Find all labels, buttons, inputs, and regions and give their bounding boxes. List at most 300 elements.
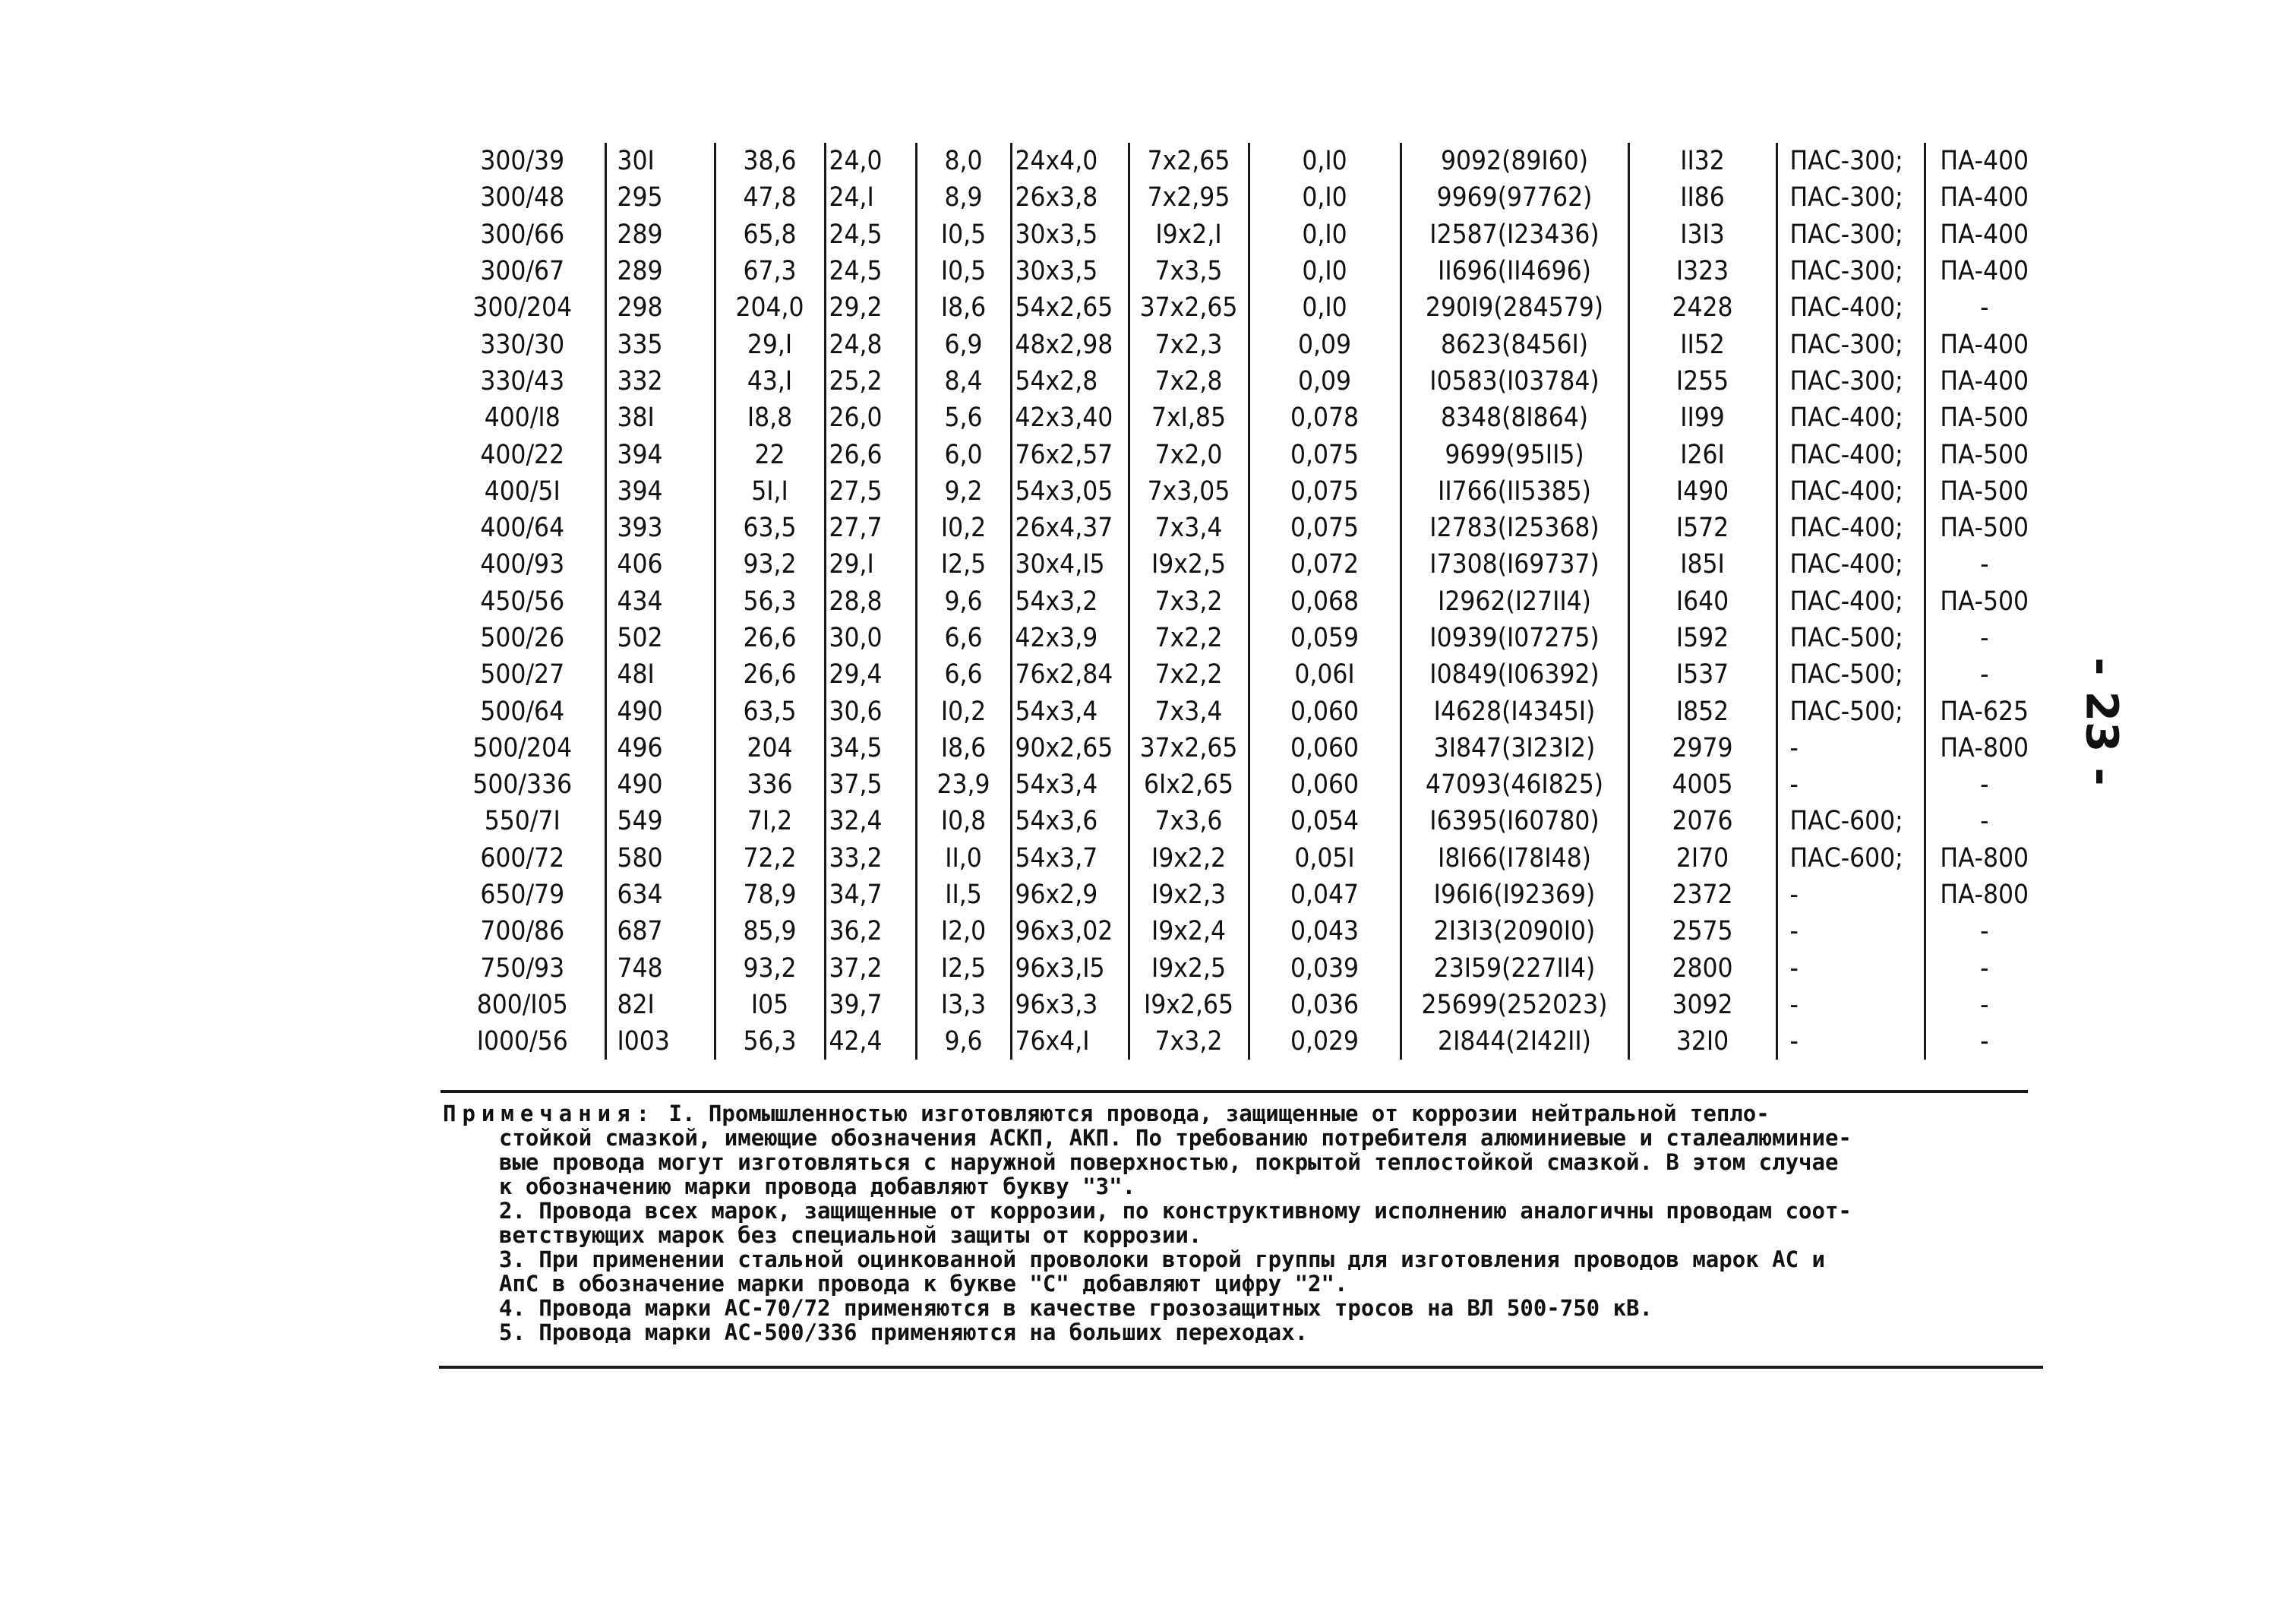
table-cell: 54x2,65 <box>1011 289 1129 326</box>
table-cell: ПАС-300; <box>1776 253 1925 289</box>
table-cell: ПА-400 <box>1925 253 2043 289</box>
table-cell: 2372 <box>1628 877 1776 913</box>
table-cell: 7x2,3 <box>1129 326 1249 362</box>
table-cell: 2076 <box>1628 803 1776 839</box>
table-cell: I9x2,I <box>1129 216 1249 253</box>
table-cell: 7x2,95 <box>1129 179 1249 216</box>
table-cell: II696(II4696) <box>1401 253 1628 289</box>
table-cell: 687 <box>605 913 715 949</box>
table-cell: 650/79 <box>480 880 565 911</box>
wire-spec-table <box>441 143 2043 1060</box>
table-cell: 37x2,65 <box>1129 730 1249 766</box>
table-cell: 8,4 <box>916 363 1011 400</box>
table-cell: 500/64 <box>480 696 565 727</box>
note-2-line-1: 2. Провода всех марок, защищенные от коррозии, по конструктивному исполнению аналогичны проводам соот- <box>499 1198 1852 1224</box>
table-cell: 7x2,0 <box>1129 436 1249 472</box>
table-cell: - <box>1925 913 2043 949</box>
table-cell: 500/336 <box>472 769 573 801</box>
table-cell: 7xI,85 <box>1129 400 1249 436</box>
table-cell: 6,9 <box>916 326 1011 362</box>
table-row <box>441 950 2043 987</box>
table-cell: 580 <box>605 840 715 877</box>
table-cell: ПА-400 <box>1925 143 2043 179</box>
table-cell: 289 <box>605 216 715 253</box>
table-cell: I6395(I60780) <box>1401 803 1628 839</box>
table-cell: 72,2 <box>715 840 825 877</box>
table-cell: 90x2,65 <box>1011 730 1129 766</box>
table-cell: 0,054 <box>1249 803 1401 839</box>
table-cell: II52 <box>1628 326 1776 362</box>
table-row <box>441 766 2043 803</box>
table-cell: 634 <box>605 877 715 913</box>
table-cell: 23,9 <box>916 766 1011 803</box>
table-cell: ПАС-400; <box>1776 583 1925 620</box>
table-cell: 30,6 <box>825 693 916 729</box>
table-row <box>441 363 2043 400</box>
table-cell: 6,6 <box>916 656 1011 693</box>
table-cell: 37,2 <box>825 950 916 987</box>
table-cell: I8,8 <box>715 400 825 436</box>
table-cell: 0,05I <box>1249 840 1401 877</box>
table-cell: 63,5 <box>715 510 825 546</box>
table-cell: 393 <box>605 510 715 546</box>
table-cell: 24,8 <box>825 326 916 362</box>
table-row <box>441 987 2043 1023</box>
table-cell: I0939(I07275) <box>1401 620 1628 656</box>
table-cell: I2,0 <box>916 913 1011 949</box>
table-cell: - <box>1925 620 2043 656</box>
table-cell: ПА-400 <box>1925 179 2043 216</box>
table-cell: 7x3,2 <box>1129 583 1249 620</box>
table-cell: 30x3,5 <box>1011 253 1129 289</box>
table-cell: 0,078 <box>1249 400 1401 436</box>
table-cell: 67,3 <box>715 253 825 289</box>
table-cell: ПА-500 <box>1925 583 2043 620</box>
table-cell: 38I <box>605 400 715 436</box>
note-3-line-1: 3. При применении стальной оцинкованной проволоки второй группы для изготовления проводов марок АС и <box>499 1246 1825 1272</box>
table-cell: 490 <box>605 766 715 803</box>
table-cell: ПАС-400; <box>1776 546 1925 583</box>
table-cell: ПА-400 <box>1925 326 2043 362</box>
notes-bottom-rule <box>439 1366 2043 1369</box>
table-cell: 502 <box>605 620 715 656</box>
table-cell: 0,I0 <box>1249 216 1401 253</box>
table-cell: 24,5 <box>825 253 916 289</box>
table-cell: 0,06I <box>1249 656 1401 693</box>
table-cell: 0,09 <box>1249 326 1401 362</box>
table-cell: I9x2,3 <box>1129 877 1249 913</box>
table-cell: 24,5 <box>825 216 916 253</box>
note-4: 4. Провода марки АС-70/72 применяются в качестве грозозащитных тросов на ВЛ 500-750 кВ. <box>499 1295 1653 1321</box>
table-cell: - <box>1776 913 1925 949</box>
table-cell: ПАС-600; <box>1776 803 1925 839</box>
table-cell: 8623(8456I) <box>1401 326 1628 362</box>
table-cell: 0,060 <box>1249 730 1401 766</box>
table-row <box>441 143 2043 179</box>
table-cell: 9,2 <box>916 473 1011 510</box>
table-cell: 7x3,6 <box>1129 803 1249 839</box>
table-cell: 600/72 <box>480 842 565 874</box>
table-cell: I2,5 <box>916 950 1011 987</box>
table-cell: ПА-400 <box>1925 363 2043 400</box>
table-cell: 7x3,2 <box>1129 1023 1249 1060</box>
table-cell: 336 <box>715 766 825 803</box>
table-cell: 7x2,65 <box>1129 143 1249 179</box>
table-cell: 4005 <box>1628 766 1776 803</box>
table-cell: 26x3,8 <box>1011 179 1129 216</box>
table-cell: I8I66(I78I48) <box>1401 840 1628 877</box>
table-cell: 400/93 <box>480 549 565 580</box>
table-cell: 34,7 <box>825 877 916 913</box>
table-cell: 450/56 <box>480 586 565 617</box>
table-cell: 54x2,8 <box>1011 363 1129 400</box>
table-cell: ПАС-500; <box>1776 656 1925 693</box>
table-cell: 38,6 <box>715 143 825 179</box>
table-cell: 300/204 <box>472 292 573 324</box>
table-cell: I3I3 <box>1628 216 1776 253</box>
table-cell: 39,7 <box>825 987 916 1023</box>
table-cell: 0,068 <box>1249 583 1401 620</box>
table-cell: ПА-800 <box>1925 840 2043 877</box>
table-cell: - <box>1925 546 2043 583</box>
table-cell: I96I6(I92369) <box>1401 877 1628 913</box>
table-cell: ПАС-300; <box>1776 179 1925 216</box>
table-cell: 2I3I3(2090I0) <box>1401 913 1628 949</box>
table-cell: 0,075 <box>1249 436 1401 472</box>
table-cell: 30I <box>605 143 715 179</box>
table-cell: 7x3,4 <box>1129 693 1249 729</box>
table-cell: 36,2 <box>825 913 916 949</box>
table-cell: 290I9(284579) <box>1401 289 1628 326</box>
table-cell: 26,6 <box>825 436 916 472</box>
table-cell: - <box>1776 987 1925 1023</box>
note-1-line-4: к обозначению марки провода добавляют букву "З". <box>499 1174 1136 1199</box>
table-cell: ПАС-400; <box>1776 510 1925 546</box>
table-row <box>441 583 2043 620</box>
table-cell: 400/5I <box>484 475 561 507</box>
table-cell: - <box>1925 656 2043 693</box>
table-cell: II766(II5385) <box>1401 473 1628 510</box>
table-cell: 2979 <box>1628 730 1776 766</box>
table-cell: 9,6 <box>916 1023 1011 1060</box>
table-cell: I2783(I25368) <box>1401 510 1628 546</box>
table-cell: I640 <box>1628 583 1776 620</box>
note-2-line-2: ветствующих марок без специальной защиты от коррозии. <box>499 1222 1202 1248</box>
table-cell: I8,6 <box>916 730 1011 766</box>
table-cell: 63,5 <box>715 693 825 729</box>
table-cell: 8,9 <box>916 179 1011 216</box>
table-row <box>441 656 2043 693</box>
note-1-line-3: вые провода могут изготовляться с наружной поверхностью, покрытой теплостойкой смазкой. В этом случае <box>499 1149 1839 1175</box>
table-cell: 335 <box>605 326 715 362</box>
note-5: 5. Провода марки АС-500/336 применяются на больших переходах. <box>499 1319 1309 1345</box>
table-cell: I537 <box>1628 656 1776 693</box>
table-cell: 496 <box>605 730 715 766</box>
table-cell: I0849(I06392) <box>1401 656 1628 693</box>
table-cell: I9x2,5 <box>1129 950 1249 987</box>
table-cell: I9x2,65 <box>1129 987 1249 1023</box>
table-cell: 30,0 <box>825 620 916 656</box>
table-cell: 394 <box>605 473 715 510</box>
table-row <box>441 473 2043 510</box>
table-cell: I7308(I69737) <box>1401 546 1628 583</box>
table-cell: 8348(8I864) <box>1401 400 1628 436</box>
table-cell: 78,9 <box>715 877 825 913</box>
table-cell: 434 <box>605 583 715 620</box>
table-cell: 7x3,5 <box>1129 253 1249 289</box>
table-cell: - <box>1925 289 2043 326</box>
table-cell: 0,I0 <box>1249 179 1401 216</box>
table-cell: I26I <box>1628 436 1776 472</box>
table-cell: 0,I0 <box>1249 253 1401 289</box>
table-cell: - <box>1925 950 2043 987</box>
table-cell: 22 <box>715 436 825 472</box>
table-cell: 300/67 <box>480 256 565 287</box>
table-cell: 2I70 <box>1628 840 1776 877</box>
table-cell: 9,6 <box>916 583 1011 620</box>
table-cell: 748 <box>605 950 715 987</box>
table-cell: I323 <box>1628 253 1776 289</box>
table-row <box>441 913 2043 949</box>
table-cell: I9x2,5 <box>1129 546 1249 583</box>
table-cell: I8,6 <box>916 289 1011 326</box>
table-cell: 6,6 <box>916 620 1011 656</box>
table-cell: 0,029 <box>1249 1023 1401 1060</box>
table-cell: 27,5 <box>825 473 916 510</box>
table-cell: 2I844(2I42II) <box>1401 1023 1628 1060</box>
table-cell: II32 <box>1628 143 1776 179</box>
table-row <box>441 803 2043 839</box>
table-cell: 47,8 <box>715 179 825 216</box>
table-cell: ПА-800 <box>1925 877 2043 913</box>
table-body <box>441 143 2043 1060</box>
table-cell: 289 <box>605 253 715 289</box>
table-row <box>441 620 2043 656</box>
wire-spec-table-area <box>441 143 2043 1060</box>
table-cell: 9969(97762) <box>1401 179 1628 216</box>
table-cell: 54x3,4 <box>1011 693 1129 729</box>
table-cell: 26,6 <box>715 656 825 693</box>
table-cell: 0,059 <box>1249 620 1401 656</box>
table-cell: 7x2,2 <box>1129 656 1249 693</box>
table-cell: ПАС-400; <box>1776 400 1925 436</box>
table-cell: 34,5 <box>825 730 916 766</box>
table-cell: I2,5 <box>916 546 1011 583</box>
table-row <box>441 877 2043 913</box>
table-cell: 32,4 <box>825 803 916 839</box>
table-cell: I05 <box>715 987 825 1023</box>
table-cell: - <box>1925 803 2043 839</box>
table-cell: 0,060 <box>1249 693 1401 729</box>
table-cell: 29,I <box>825 546 916 583</box>
table-cell: ПА-625 <box>1925 693 2043 729</box>
table-cell: 5I,I <box>715 473 825 510</box>
table-cell: I85I <box>1628 546 1776 583</box>
table-cell: 56,3 <box>715 1023 825 1060</box>
table-cell: 23I59(227II4) <box>1401 950 1628 987</box>
table-cell: 300/48 <box>480 182 565 213</box>
table-cell: 7x2,8 <box>1129 363 1249 400</box>
table-cell: 82I <box>605 987 715 1023</box>
table-cell: ПА-500 <box>1925 473 2043 510</box>
table-row <box>441 840 2043 877</box>
table-cell: 24,I <box>825 179 916 216</box>
table-cell: 0,043 <box>1249 913 1401 949</box>
table-cell: 3I847(3I23I2) <box>1401 730 1628 766</box>
table-row <box>441 546 2043 583</box>
note-3-line-2: АпС в обозначение марки провода к букве "С" добавляют цифру "2". <box>499 1271 1348 1297</box>
table-cell: I572 <box>1628 510 1776 546</box>
table-cell: 42x3,40 <box>1011 400 1129 436</box>
table-cell: 26,6 <box>715 620 825 656</box>
table-cell: 54x3,2 <box>1011 583 1129 620</box>
table-cell: 37x2,65 <box>1129 289 1249 326</box>
table-cell: 500/26 <box>480 623 565 653</box>
table-cell: ПАС-300; <box>1776 216 1925 253</box>
table-cell: I255 <box>1628 363 1776 400</box>
table-cell: 26,0 <box>825 400 916 436</box>
table-cell: 7x2,2 <box>1129 620 1249 656</box>
table-cell: 6Ix2,65 <box>1129 766 1249 803</box>
note-1-line-2: стойкой смазкой, имеющие обозначения АСКП, АКП. По требованию потребителя алюминиевые и сталеалюминие- <box>499 1125 1852 1151</box>
table-cell: 7I,2 <box>715 803 825 839</box>
table-cell: ПА-800 <box>1925 730 2043 766</box>
table-cell: 96x2,9 <box>1011 877 1129 913</box>
table-cell: 0,039 <box>1249 950 1401 987</box>
table-cell: 0,047 <box>1249 877 1401 913</box>
table-cell: ПАС-500; <box>1776 693 1925 729</box>
table-row <box>441 253 2043 289</box>
table-cell: 24,0 <box>825 143 916 179</box>
table-row <box>441 326 2043 362</box>
table-cell: 42,4 <box>825 1023 916 1060</box>
table-cell: 9092(89I60) <box>1401 143 1628 179</box>
table-cell: 400/I8 <box>484 403 561 434</box>
table-cell: 54x3,05 <box>1011 473 1129 510</box>
table-cell: 76x2,84 <box>1011 656 1129 693</box>
table-cell: 332 <box>605 363 715 400</box>
table-cell: - <box>1776 950 1925 987</box>
table-cell: 400/22 <box>480 439 565 470</box>
table-cell: 29,I <box>715 326 825 362</box>
table-cell: 96x3,I5 <box>1011 950 1129 987</box>
table-cell: 0,036 <box>1249 987 1401 1023</box>
table-cell: - <box>1925 1023 2043 1060</box>
table-cell: I9x2,4 <box>1129 913 1249 949</box>
table-cell: ПАС-400; <box>1776 473 1925 510</box>
table-cell: 96x3,02 <box>1011 913 1129 949</box>
table-cell: ПАС-500; <box>1776 620 1925 656</box>
table-cell: I000/56 <box>476 1026 568 1057</box>
table-cell: 37,5 <box>825 766 916 803</box>
table-cell: I0,2 <box>916 510 1011 546</box>
table-cell: I592 <box>1628 620 1776 656</box>
table-cell: II,0 <box>916 840 1011 877</box>
table-cell: I003 <box>605 1023 715 1060</box>
table-cell: 30x4,I5 <box>1011 546 1129 583</box>
table-cell: ПА-500 <box>1925 436 2043 472</box>
table-cell: 0,I0 <box>1249 289 1401 326</box>
table-cell: - <box>1925 987 2043 1023</box>
note-1-line-1: Примечания: I. Промышленностью изготовляются провода, защищенные от коррозии нейтральной тепло- <box>443 1101 1770 1126</box>
page-number: - 23 - <box>2077 657 2128 786</box>
table-row <box>441 289 2043 326</box>
table-cell: 295 <box>605 179 715 216</box>
table-cell: 56,3 <box>715 583 825 620</box>
table-cell: 47093(46I825) <box>1401 766 1628 803</box>
table-cell: 0,075 <box>1249 473 1401 510</box>
table-cell: 0,060 <box>1249 766 1401 803</box>
table-cell: 48x2,98 <box>1011 326 1129 362</box>
table-cell: 93,2 <box>715 950 825 987</box>
table-cell: ПАС-400; <box>1776 436 1925 472</box>
table-cell: 500/27 <box>480 659 565 690</box>
table-cell: 549 <box>605 803 715 839</box>
table-cell: - <box>1925 766 2043 803</box>
table-cell: ПАС-300; <box>1776 326 1925 362</box>
table-cell: 6,0 <box>916 436 1011 472</box>
table-cell: 2800 <box>1628 950 1776 987</box>
table-cell: 330/30 <box>480 329 565 360</box>
table-cell: II86 <box>1628 179 1776 216</box>
table-cell: 54x3,6 <box>1011 803 1129 839</box>
table-cell: 3092 <box>1628 987 1776 1023</box>
table-cell: 33,2 <box>825 840 916 877</box>
table-cell: ПАС-300; <box>1776 363 1925 400</box>
table-cell: ПАС-600; <box>1776 840 1925 877</box>
table-cell: I490 <box>1628 473 1776 510</box>
table-cell: 27,7 <box>825 510 916 546</box>
table-cell: 30x3,5 <box>1011 216 1129 253</box>
table-cell: - <box>1776 730 1925 766</box>
table-cell: I3,3 <box>916 987 1011 1023</box>
table-cell: 25,2 <box>825 363 916 400</box>
table-cell: 800/I05 <box>476 989 568 1020</box>
table-bottom-rule <box>441 1090 2028 1093</box>
table-cell: 24x4,0 <box>1011 143 1129 179</box>
table-cell: II99 <box>1628 400 1776 436</box>
table-cell: 76x2,57 <box>1011 436 1129 472</box>
table-cell: 300/39 <box>480 146 565 177</box>
table-row <box>441 216 2043 253</box>
table-cell: 25699(252023) <box>1401 987 1628 1023</box>
table-cell: 48I <box>605 656 715 693</box>
table-cell: 0,09 <box>1249 363 1401 400</box>
table-cell: II,5 <box>916 877 1011 913</box>
table-cell: ПА-500 <box>1925 400 2043 436</box>
table-cell: 76x4,I <box>1011 1023 1129 1060</box>
table-row <box>441 179 2043 216</box>
table-cell: 5,6 <box>916 400 1011 436</box>
table-cell: 2575 <box>1628 913 1776 949</box>
table-cell: 500/204 <box>472 732 573 763</box>
table-cell: 65,8 <box>715 216 825 253</box>
table-cell: 394 <box>605 436 715 472</box>
table-cell: I0,5 <box>916 216 1011 253</box>
table-cell: 42x3,9 <box>1011 620 1129 656</box>
table-cell: 85,9 <box>715 913 825 949</box>
table-cell: 32I0 <box>1628 1023 1776 1060</box>
table-cell: 490 <box>605 693 715 729</box>
table-cell: 96x3,3 <box>1011 987 1129 1023</box>
table-row <box>441 510 2043 546</box>
table-cell: - <box>1776 877 1925 913</box>
table-row <box>441 400 2043 436</box>
table-cell: - <box>1776 766 1925 803</box>
table-cell: 0,075 <box>1249 510 1401 546</box>
table-cell: ПАС-300; <box>1776 143 1925 179</box>
table-cell: 750/93 <box>480 952 565 984</box>
